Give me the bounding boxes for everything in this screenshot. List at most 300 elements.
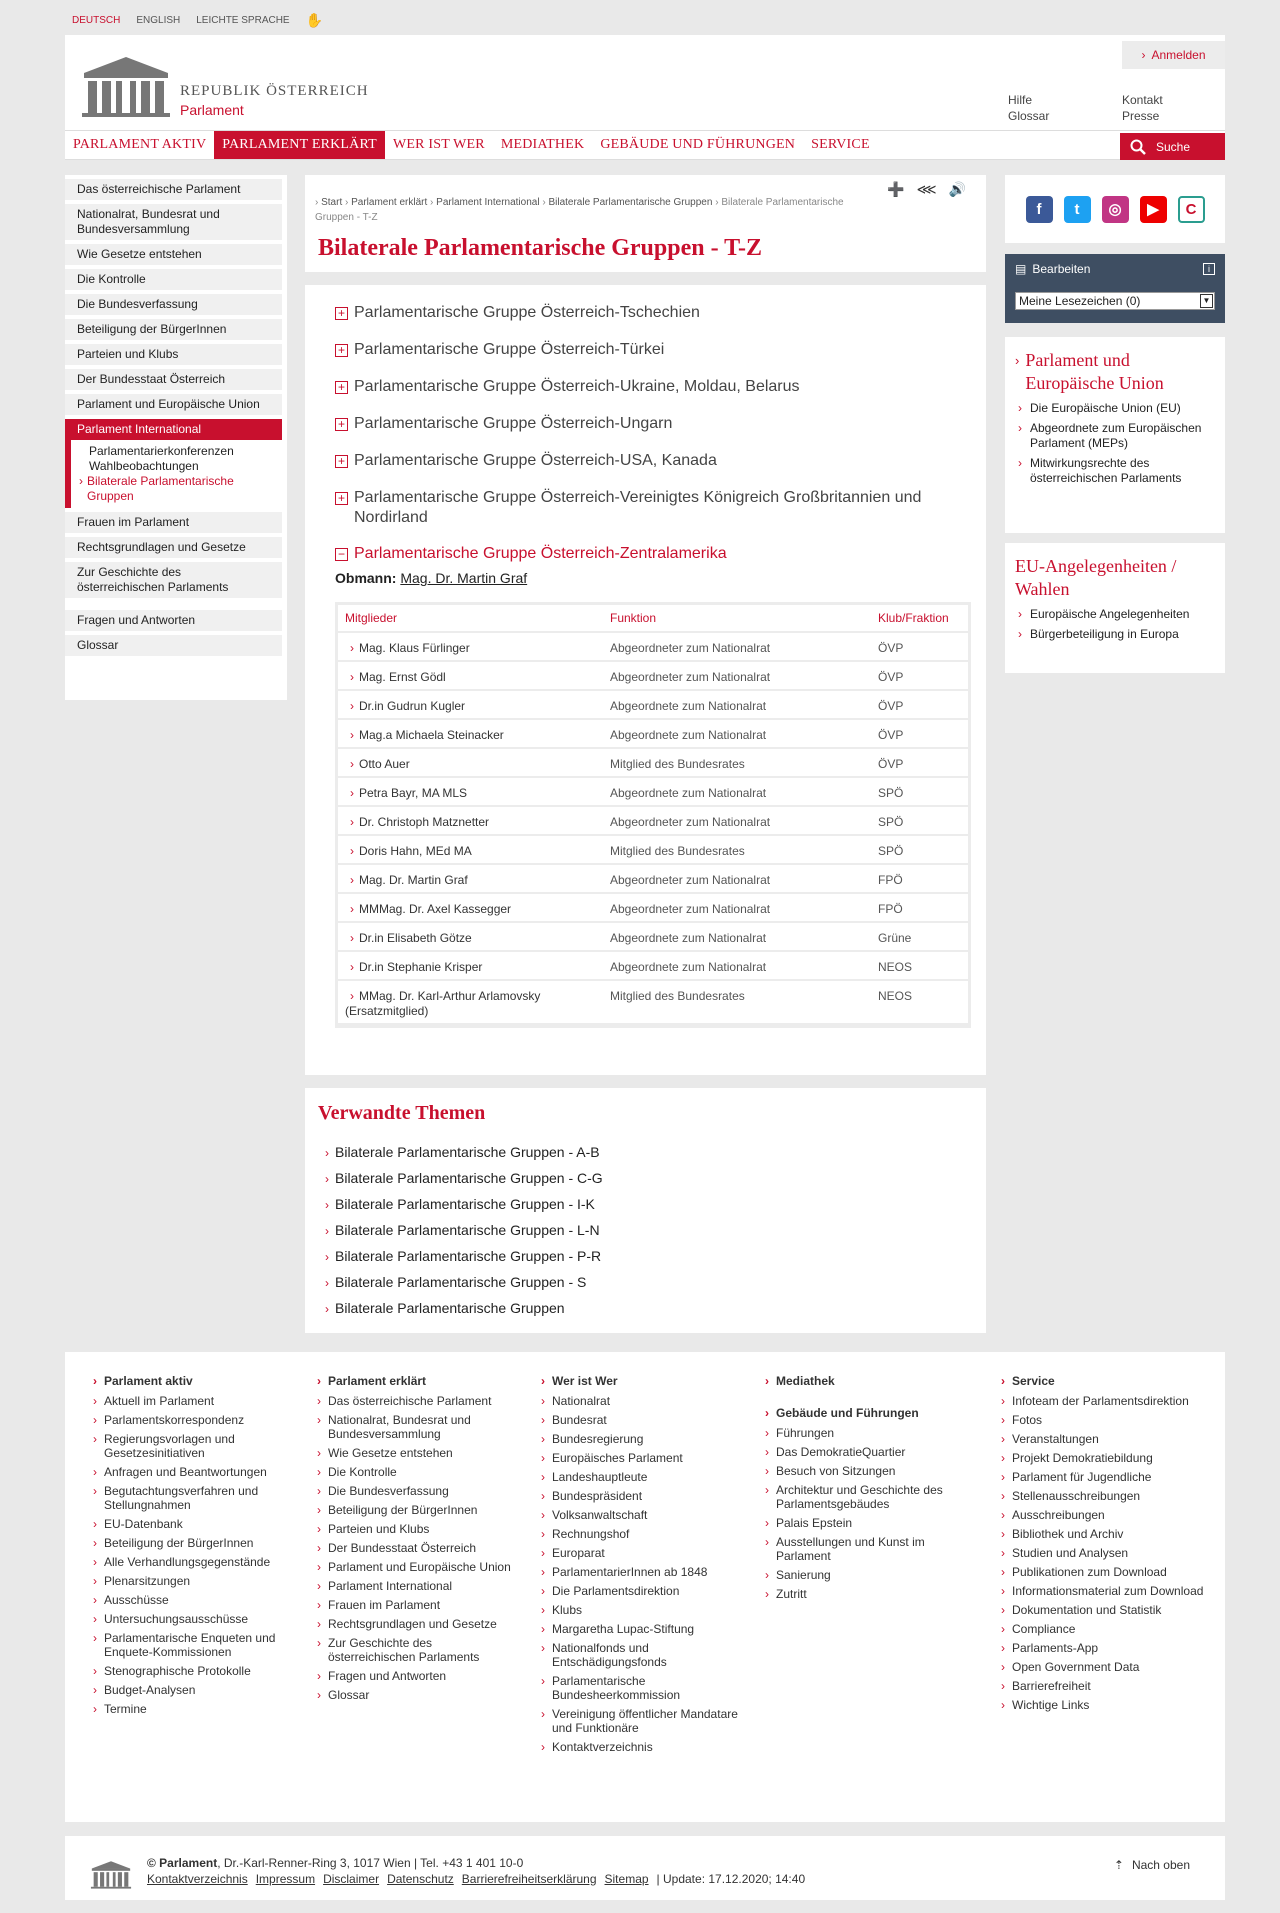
group-title: Parlamentarische Gruppe Österreich-Tschechien	[354, 304, 700, 321]
chevron-right-icon: ›	[350, 786, 354, 800]
footer-link[interactable]: Sitemap	[604, 1872, 649, 1886]
footer-link[interactable]	[317, 1413, 522, 1441]
member-function: Abgeordneter zum Nationalrat	[610, 873, 771, 887]
chevron-right-icon: ›	[93, 1702, 97, 1716]
member-link[interactable]: Dr. Christoph Matznetter	[359, 815, 490, 829]
group-toggle-open[interactable]	[335, 544, 974, 564]
footer-link[interactable]	[93, 1413, 298, 1427]
leftnav-item[interactable]: Rechtsgrundlagen und Gesetze	[65, 537, 282, 558]
nav-wer-ist-wer[interactable]: WER IST WER	[392, 137, 485, 152]
member-club: ÖVP	[878, 699, 904, 713]
leftnav-item[interactable]: Parlament und Europäische Union	[65, 394, 282, 415]
footer-link-label: Fotos	[1012, 1413, 1043, 1427]
footer-link[interactable]	[93, 1465, 298, 1479]
footer-link[interactable]	[1001, 1413, 1206, 1427]
footer-link[interactable]	[93, 1517, 298, 1531]
footer-link[interactable]	[93, 1484, 298, 1512]
chevron-right-icon: ›	[765, 1464, 769, 1478]
member-link[interactable]: Doris Hahn, MEd MA	[359, 844, 472, 858]
footer-heading[interactable]	[541, 1374, 746, 1388]
footer-link[interactable]	[93, 1555, 298, 1569]
table-header-members[interactable]: Mitglieder	[345, 610, 398, 625]
chevron-right-icon: ›	[541, 1470, 545, 1484]
footer-heading-label: Service	[1012, 1374, 1055, 1388]
footer-link[interactable]	[1001, 1470, 1206, 1484]
chevron-right-icon: ›	[93, 1394, 97, 1408]
footer-link-label: Informationsmaterial zum Download	[1012, 1584, 1204, 1598]
footer-link-label: Vereinigung öffentlicher Mandatare und Funktionäre	[552, 1707, 738, 1735]
group-toggle[interactable]	[335, 488, 974, 528]
eu-box-item[interactable]	[1015, 401, 1215, 416]
eu-box-item[interactable]	[1015, 421, 1215, 451]
chevron-right-icon: ›	[1001, 1565, 1005, 1579]
leftnav-subitem[interactable]: Parlamentarierkonferenzen	[89, 444, 234, 458]
footer-link[interactable]	[93, 1631, 298, 1659]
member-club: ÖVP	[878, 641, 904, 655]
group-title: Parlamentarische Gruppe Österreich-Ungarn	[354, 415, 673, 432]
chevron-right-icon: ›	[350, 873, 354, 887]
chevron-right-icon: ›	[317, 1617, 321, 1631]
sign-language-icon[interactable]: ✋	[305, 11, 324, 28]
footer-link[interactable]	[1001, 1641, 1206, 1655]
footer-link[interactable]	[541, 1489, 746, 1503]
leftnav-item[interactable]: Die Kontrolle	[65, 269, 282, 290]
member-club: FPÖ	[878, 873, 903, 887]
lang-en-link[interactable]: ENGLISH	[136, 14, 181, 26]
chevron-right-icon: ›	[1018, 607, 1022, 621]
footer-link[interactable]: Barrierefreiheitserklärung	[461, 1872, 597, 1886]
footer-link[interactable]	[93, 1394, 298, 1408]
member-link[interactable]: Mag. Klaus Fürlinger	[359, 641, 470, 655]
group-title: Parlamentarische Gruppe Österreich-Türkei	[354, 341, 665, 358]
footer-heading[interactable]	[1001, 1374, 1206, 1388]
footer-link[interactable]	[541, 1674, 746, 1702]
member-function: Abgeordnete zum Nationalrat	[610, 728, 767, 742]
footer-link-label: Studien und Analysen	[1012, 1546, 1129, 1560]
footer-link[interactable]	[541, 1622, 746, 1636]
footer-link[interactable]	[1001, 1603, 1206, 1617]
youtube-icon[interactable]: ▶	[1140, 196, 1167, 223]
chevron-right-icon: ›	[317, 1394, 321, 1408]
social-links	[1005, 175, 1225, 243]
footer-link-label: Parlamentarische Enqueten und Enquete-Kommissionen	[104, 1631, 276, 1659]
related-item[interactable]	[325, 1192, 603, 1218]
footer-link[interactable]	[93, 1536, 298, 1550]
footer-link[interactable]	[317, 1598, 522, 1612]
breadcrumb-current: Bilaterale Parlamentarische Gruppen - T-Z	[315, 197, 844, 223]
footer-link-label: Beteiligung der BürgerInnen	[104, 1536, 254, 1550]
breadcrumb-link[interactable]: Parlament International	[436, 197, 540, 208]
chevron-right-icon: ›	[765, 1483, 769, 1497]
leftnav-item[interactable]: Glossar	[65, 635, 282, 656]
footer-link[interactable]	[1001, 1584, 1206, 1598]
chevron-right-icon: ›	[93, 1664, 97, 1678]
member-club: SPÖ	[878, 815, 904, 829]
chevron-right-icon: ›	[765, 1535, 769, 1549]
footer-link[interactable]: Disclaimer	[323, 1872, 380, 1886]
member-link[interactable]: MMMag. Dr. Axel Kassegger	[359, 902, 512, 916]
table-header-club[interactable]: Klub/Fraktion	[878, 611, 949, 625]
related-title: Verwandte Themen	[318, 1102, 486, 1124]
leftnav-item[interactable]: Beteiligung der BürgerInnen	[65, 319, 282, 340]
footer-link[interactable]: Impressum	[255, 1872, 316, 1886]
expand-plus-icon: +	[335, 455, 348, 468]
chevron-right-icon: ›	[350, 989, 354, 1003]
chevron-right-icon: ›	[317, 1636, 321, 1650]
footer-link-label: Projekt Demokratiebildung	[1012, 1451, 1153, 1465]
member-function: Abgeordneter zum Nationalrat	[610, 902, 771, 916]
leftnav-item[interactable]: Fragen und Antworten	[65, 610, 282, 631]
footer-link[interactable]: Datenschutz	[387, 1872, 454, 1886]
search-button[interactable]	[1120, 133, 1225, 160]
bookmarks-select-value: Meine Lesezeichen (0)	[1019, 294, 1141, 308]
footer-link[interactable]	[1001, 1394, 1206, 1408]
member-club: NEOS	[878, 989, 913, 1003]
help-link[interactable]: Hilfe	[1008, 93, 1033, 107]
footer-link-label: Parlamentarische Bundesheerkommission	[552, 1674, 681, 1702]
group-toggle[interactable]	[335, 451, 974, 471]
chevron-right-icon: ›	[350, 670, 354, 684]
chevron-right-icon: ›	[325, 1172, 329, 1186]
glossary-link[interactable]: Glossar	[1008, 109, 1050, 123]
footer-link[interactable]	[1001, 1489, 1206, 1503]
footer-link[interactable]	[317, 1446, 522, 1460]
related-item[interactable]	[325, 1244, 603, 1270]
chevron-right-icon: ›	[765, 1587, 769, 1601]
chevron-right-icon: ›	[93, 1683, 97, 1697]
footer-link[interactable]	[317, 1669, 522, 1683]
edit-title: Bearbeiten	[1032, 262, 1091, 276]
leftnav-item[interactable]: Die Bundesverfassung	[65, 294, 282, 315]
footer-link[interactable]	[317, 1688, 522, 1702]
footer-link[interactable]	[541, 1451, 746, 1465]
chevron-right-icon: ›	[1001, 1432, 1005, 1446]
footer-link[interactable]	[1001, 1622, 1206, 1636]
site-header	[65, 35, 1225, 130]
expand-plus-icon: +	[335, 418, 348, 431]
footer-link-label: Aktuell im Parlament	[104, 1394, 215, 1408]
member-link[interactable]: MMag. Dr. Karl-Arthur Arlamovsky (Ersatzmitglied)	[345, 989, 541, 1018]
footer-link[interactable]	[541, 1432, 746, 1446]
related-item[interactable]	[325, 1140, 603, 1166]
chevron-right-icon: ›	[541, 1374, 545, 1388]
group-toggle[interactable]	[335, 303, 974, 323]
related-label: Bilaterale Parlamentarische Gruppen - P-R	[335, 1248, 602, 1264]
footer-link[interactable]	[317, 1522, 522, 1536]
member-function: Abgeordnete zum Nationalrat	[610, 786, 767, 800]
footer-link-label: Führungen	[776, 1426, 835, 1440]
related-label: Bilaterale Parlamentarische Gruppen - A-B	[335, 1144, 600, 1160]
group-toggle[interactable]	[335, 340, 974, 360]
footer-link[interactable]: Kontaktverzeichnis	[147, 1872, 248, 1886]
footer-link-label: Termine	[104, 1702, 147, 1716]
footer-link[interactable]	[93, 1683, 298, 1697]
chevron-right-icon: ›	[317, 1484, 321, 1498]
contact-link[interactable]: Kontakt	[1122, 93, 1163, 107]
member-link[interactable]: Dr.in Stephanie Krisper	[359, 960, 483, 974]
footer-link-label: Architektur und Geschichte des Parlamentsgebäudes	[776, 1483, 943, 1511]
chevron-right-icon: ›	[541, 1740, 545, 1754]
footer-link[interactable]	[1001, 1527, 1206, 1541]
chevron-right-icon: ›	[1001, 1374, 1005, 1388]
table-row	[338, 952, 968, 981]
footer-link-label: Zutritt	[776, 1587, 807, 1601]
leftnav-item-active[interactable]: Parlament International	[65, 419, 282, 440]
footer-link[interactable]	[541, 1394, 746, 1408]
leftnav-item[interactable]: Das österreichische Parlament	[65, 179, 282, 200]
member-link[interactable]: Mag. Dr. Martin Graf	[359, 873, 468, 887]
search-label: Suche	[1156, 139, 1191, 154]
nav-gebaeude[interactable]: GEBÄUDE UND FÜHRUNGEN	[600, 137, 796, 152]
chevron-right-icon: ›	[765, 1445, 769, 1459]
footer-link[interactable]	[93, 1593, 298, 1607]
member-link[interactable]: Dr.in Elisabeth Götze	[359, 931, 472, 945]
footer-link-label: Kontaktverzeichnis	[552, 1740, 653, 1754]
footer-heading-label: Wer ist Wer	[552, 1374, 618, 1388]
expand-plus-icon: +	[335, 344, 348, 357]
group-toggle[interactable]	[335, 377, 974, 397]
footer-link[interactable]	[765, 1426, 970, 1440]
eu-box-label: Mitwirkungsrechte des österreichischen Parlaments	[1030, 456, 1182, 485]
login-button[interactable]	[1122, 41, 1225, 69]
demokratiewebstatt-icon[interactable]: C	[1178, 196, 1205, 223]
chevron-right-icon: ›	[350, 757, 354, 771]
leftnav-item[interactable]: Wie Gesetze entstehen	[65, 244, 282, 265]
footer-link[interactable]	[765, 1516, 970, 1530]
footer-link[interactable]	[541, 1641, 746, 1669]
footer-link[interactable]	[317, 1465, 522, 1479]
chevron-right-icon: ›	[325, 1146, 329, 1160]
footer-heading[interactable]	[765, 1406, 970, 1420]
chevron-right-icon: ›	[93, 1574, 97, 1588]
table-header-function[interactable]: Funktion	[610, 611, 657, 625]
footer-link-label: Budget-Analysen	[104, 1683, 196, 1697]
footer-link[interactable]	[765, 1587, 970, 1601]
eu-box-item[interactable]	[1015, 456, 1215, 486]
chevron-right-icon: ›	[325, 1276, 329, 1290]
breadcrumb-link[interactable]: Parlament erklärt	[351, 197, 428, 208]
chevron-right-icon: ›	[317, 1688, 321, 1702]
bookmarks-select[interactable]	[1015, 292, 1215, 310]
footer-link[interactable]	[541, 1470, 746, 1484]
share-icon[interactable]: ⋘	[916, 181, 937, 197]
nav-service[interactable]: SERVICE	[811, 137, 870, 152]
footer-link[interactable]	[1001, 1451, 1206, 1465]
footer-link[interactable]	[317, 1541, 522, 1555]
lang-easy-link[interactable]: LEICHTE SPRACHE	[196, 14, 290, 26]
chevron-right-icon: ›	[350, 902, 354, 916]
chevron-right-icon: ›	[1001, 1394, 1005, 1408]
logo-line-1: REPUBLIK ÖSTERREICH	[180, 83, 369, 99]
member-function: Mitglied des Bundesrates	[610, 989, 745, 1003]
leftnav-item[interactable]: Zur Geschichte des österreichischen Parlaments	[65, 562, 282, 598]
footer-link[interactable]	[541, 1565, 746, 1579]
footer-link-label: Nationalfonds und Entschädigungsfonds	[552, 1641, 667, 1669]
footer-link[interactable]	[317, 1503, 522, 1517]
chevron-right-icon: ›	[317, 1522, 321, 1536]
member-club: Grüne	[878, 931, 912, 945]
eu-affairs-label: Europäische Angelegenheiten	[1030, 607, 1190, 621]
footer-link-label: Plenarsitzungen	[104, 1574, 191, 1588]
footer-link-label: Palais Epstein	[776, 1516, 853, 1530]
expand-plus-icon: +	[335, 307, 348, 320]
related-label: Bilaterale Parlamentarische Gruppen - I-K	[335, 1196, 595, 1212]
chevron-right-icon: ›	[350, 844, 354, 858]
back-to-top-link[interactable]	[1114, 1858, 1190, 1872]
member-function: Abgeordnete zum Nationalrat	[610, 699, 767, 713]
twitter-icon[interactable]: t	[1064, 196, 1091, 223]
member-link[interactable]: Otto Auer	[359, 757, 410, 771]
member-link[interactable]: Petra Bayr, MA MLS	[359, 786, 468, 800]
chevron-right-icon: ›	[350, 960, 354, 974]
footer-link[interactable]	[541, 1603, 746, 1617]
info-icon[interactable]: i	[1203, 263, 1215, 275]
footer-link[interactable]	[541, 1740, 746, 1754]
footer-link[interactable]	[93, 1574, 298, 1588]
footer-link[interactable]	[765, 1535, 970, 1563]
footer-link[interactable]	[541, 1584, 746, 1598]
footer-link[interactable]	[1001, 1565, 1206, 1579]
footer-link-label: Europäisches Parlament	[552, 1451, 683, 1465]
footer-link[interactable]	[765, 1464, 970, 1478]
footer-link[interactable]	[317, 1636, 522, 1664]
table-row	[338, 691, 968, 720]
related-item[interactable]	[325, 1166, 603, 1192]
parliament-logo-icon[interactable]	[80, 53, 172, 117]
footer-heading-label: Parlament aktiv	[104, 1374, 193, 1388]
footer-link[interactable]	[1001, 1660, 1206, 1674]
footer-link[interactable]	[1001, 1679, 1206, 1693]
related-topics	[305, 1088, 986, 1333]
member-link[interactable]: Mag. Ernst Gödl	[359, 670, 446, 684]
related-label: Bilaterale Parlamentarische Gruppen - L-N	[335, 1222, 600, 1238]
nav-mediathek[interactable]: MEDIATHEK	[500, 137, 585, 152]
leftnav-item[interactable]: Frauen im Parlament	[65, 512, 282, 533]
nav-parlament-erklaert[interactable]: PARLAMENT ERKLÄRT	[214, 131, 385, 159]
footer-link[interactable]	[1001, 1508, 1206, 1522]
footer-link[interactable]	[541, 1527, 746, 1541]
chevron-right-icon: ›	[350, 699, 354, 713]
breadcrumb-link[interactable]: Bilaterale Parlamentarische Gruppen	[548, 197, 713, 208]
member-function: Mitglied des Bundesrates	[610, 844, 745, 858]
footer-link[interactable]	[317, 1579, 522, 1593]
chevron-right-icon: ›	[317, 1560, 321, 1574]
chevron-right-icon: ›	[1001, 1489, 1005, 1503]
chevron-right-icon: ›	[317, 1413, 321, 1427]
member-function: Abgeordneter zum Nationalrat	[610, 641, 771, 655]
chevron-right-icon: ›	[1001, 1622, 1005, 1636]
facebook-icon[interactable]: f	[1026, 196, 1053, 223]
footer-link-label: Rechnungshof	[552, 1527, 630, 1541]
chevron-right-icon: ›	[765, 1568, 769, 1582]
footer-link-label: Fragen und Antworten	[328, 1669, 447, 1683]
footer-link[interactable]	[1001, 1698, 1206, 1712]
footer-link[interactable]	[765, 1568, 970, 1582]
footer-link[interactable]	[765, 1445, 970, 1459]
footer-link-label: Veranstaltungen	[1012, 1432, 1099, 1446]
eu-affairs-item[interactable]	[1015, 627, 1215, 642]
bookmark-add-icon[interactable]: ➕	[887, 181, 905, 197]
group-toggle[interactable]	[335, 414, 974, 434]
read-aloud-icon[interactable]: 🔊	[948, 181, 966, 197]
footer-link[interactable]	[541, 1546, 746, 1560]
expand-plus-icon: +	[335, 381, 348, 394]
leftnav-item[interactable]: Parteien und Klubs	[65, 344, 282, 365]
chevron-right-icon: ›	[350, 931, 354, 945]
footer-link[interactable]	[93, 1664, 298, 1678]
footer-link[interactable]	[93, 1432, 298, 1460]
member-link[interactable]: Mag.a Michaela Steinacker	[359, 728, 504, 742]
leftnav-item[interactable]: Nationalrat, Bundesrat und Bundesversammlung	[65, 204, 282, 240]
chevron-right-icon: ›	[1001, 1413, 1005, 1427]
footer-link[interactable]	[317, 1394, 522, 1408]
member-link[interactable]: Dr.in Gudrun Kugler	[359, 699, 466, 713]
footer-link[interactable]	[1001, 1432, 1206, 1446]
footer-link-label: Landeshauptleute	[552, 1470, 648, 1484]
footer-link[interactable]	[541, 1707, 746, 1735]
related-item[interactable]	[325, 1296, 603, 1322]
footer-link[interactable]	[541, 1508, 746, 1522]
eu-affairs-item[interactable]	[1015, 607, 1215, 622]
expand-plus-icon: +	[335, 492, 348, 505]
chevron-right-icon: ›	[541, 1641, 545, 1655]
footer-link[interactable]	[93, 1612, 298, 1626]
footer-link-label: Bundesrat	[552, 1413, 607, 1427]
table-row	[338, 981, 968, 1025]
footer-link-label: Die Bundesverfassung	[328, 1484, 449, 1498]
footer-link[interactable]	[317, 1617, 522, 1631]
table-row	[338, 778, 968, 807]
nav-parlament-aktiv[interactable]: PARLAMENT AKTIV	[73, 137, 207, 152]
footer-link[interactable]	[765, 1483, 970, 1511]
leftnav-item[interactable]: Der Bundesstaat Österreich	[65, 369, 282, 390]
member-function: Abgeordneter zum Nationalrat	[610, 815, 771, 829]
footer-link-label: Parlament für Jugendliche	[1012, 1470, 1152, 1484]
eu-box-title[interactable]: Parlament und Europäische Union	[1025, 350, 1164, 393]
chevron-right-icon: ›	[541, 1394, 545, 1408]
footer-link-label: Untersuchungsausschüsse	[104, 1612, 249, 1626]
footer-link-label: Die Parlamentsdirektion	[552, 1584, 680, 1598]
press-link[interactable]: Presse	[1122, 109, 1160, 123]
footer-link[interactable]	[317, 1484, 522, 1498]
related-item[interactable]	[325, 1218, 603, 1244]
leftnav-subitem-current[interactable]	[79, 474, 282, 504]
footer-heading[interactable]	[93, 1374, 298, 1388]
footer-heading[interactable]	[765, 1374, 970, 1388]
obmann-name-link[interactable]: Mag. Dr. Martin Graf	[400, 570, 528, 586]
footer-link-label: Sanierung	[776, 1568, 831, 1582]
chevron-right-icon: ›	[1001, 1451, 1005, 1465]
chevron-right-icon: ›	[1001, 1527, 1005, 1541]
footer-link[interactable]	[541, 1413, 746, 1427]
footer-link[interactable]	[1001, 1546, 1206, 1560]
chevron-right-icon: ›	[541, 1707, 545, 1721]
instagram-icon[interactable]: ◎	[1102, 196, 1129, 223]
footer-heading[interactable]	[317, 1374, 522, 1388]
login-label: Anmelden	[1151, 48, 1206, 62]
title-box	[305, 175, 986, 272]
footer-link[interactable]	[93, 1702, 298, 1716]
chevron-right-icon: ›	[541, 1546, 545, 1560]
footer-link[interactable]	[317, 1560, 522, 1574]
eu-affairs-title[interactable]: EU-Angelegenheiten / Wahlen	[1015, 556, 1177, 599]
related-item[interactable]	[325, 1270, 603, 1296]
leftnav-subitem[interactable]: Wahlbeobachtungen	[89, 459, 199, 473]
member-club: ÖVP	[878, 728, 904, 742]
lang-de-link[interactable]: DEUTSCH	[72, 14, 121, 26]
chevron-right-icon: ›	[541, 1603, 545, 1617]
breadcrumb-link[interactable]: Start	[321, 197, 343, 208]
